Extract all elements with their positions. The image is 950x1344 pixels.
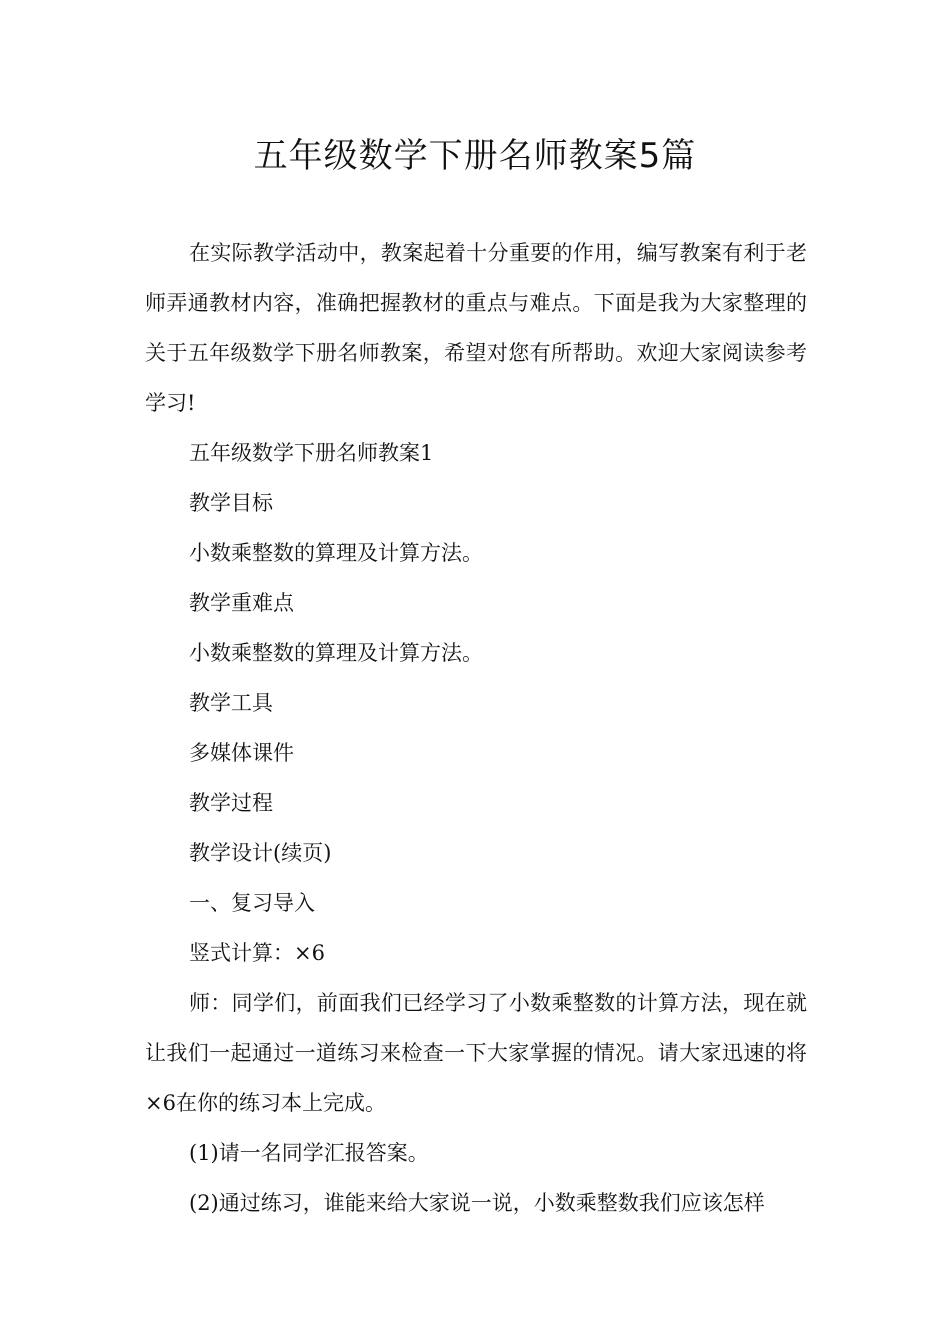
section-heading: 五年级数学下册名师教案1: [189, 441, 434, 465]
text-line: 教学重难点: [189, 591, 294, 615]
text-line: 教学工具: [189, 691, 273, 715]
text-line: 竖式计算：×6: [189, 941, 325, 965]
text-line: 一、复习导入: [189, 891, 315, 915]
text-line: 小数乘整数的算理及计算方法。: [189, 641, 483, 665]
intro-paragraph: 在实际教学活动中，教案起着十分重要的作用，编写教案有利于老师弄通教材内容，准确把握教材的重点与难点。下面是我为大家整理的关于五年级数学下册名师教案，希望对您有所帮助。欢迎大家阅读参考学习!: [145, 241, 807, 415]
document-body: [145, 228, 807, 1228]
text-line: 多媒体课件: [189, 741, 294, 765]
document-title: 五年级数学下册名师教案5篇: [253, 136, 697, 176]
text-line: 教学目标: [189, 491, 273, 515]
text-line: 教学设计(续页): [189, 841, 332, 865]
step-item: (1)请一名同学汇报答案。: [189, 1141, 429, 1165]
step-item: (2)通过练习，谁能来给大家说一说，小数乘整数我们应该怎样: [189, 1191, 765, 1215]
teacher-paragraph: 师：同学们，前面我们已经学习了小数乘整数的计算方法，现在就让我们一起通过一道练习来检查一下大家掌握的情况。请大家迅速的将×6在你的练习本上完成。: [145, 991, 807, 1115]
text-line: 小数乘整数的算理及计算方法。: [189, 541, 483, 565]
text-line: 教学过程: [189, 791, 273, 815]
